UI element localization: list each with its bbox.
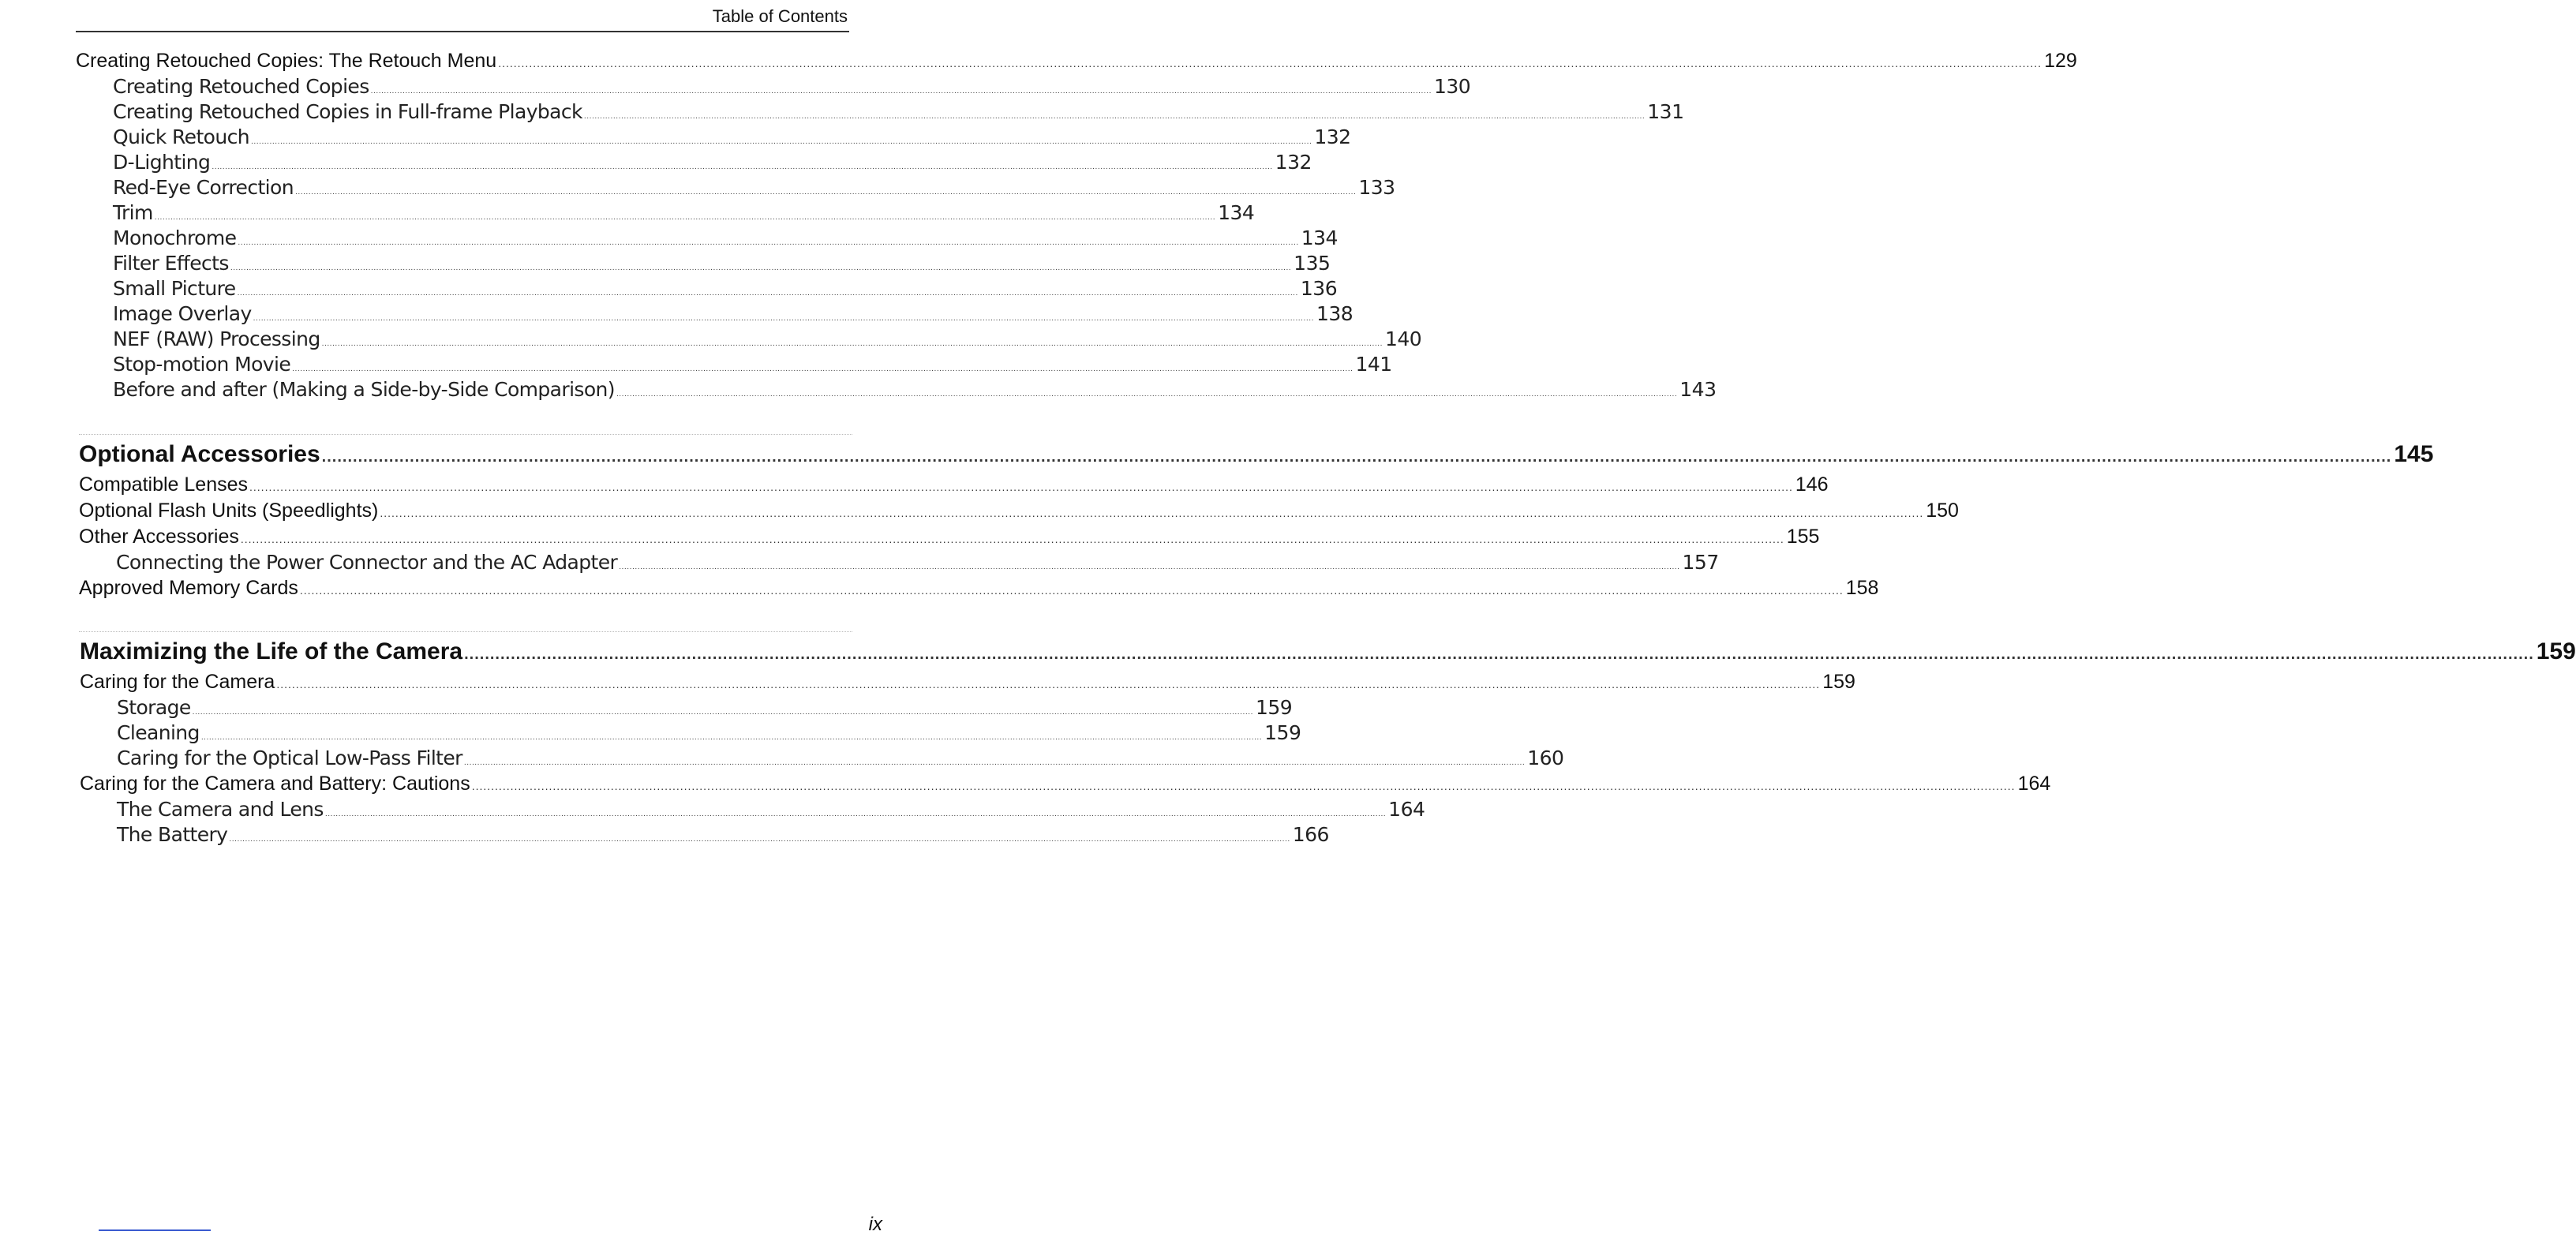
toc-entry-title: Optional Flash Units (Speedlights) (79, 500, 379, 522)
dot-leader: ................................................................................................................................................................................................................................................................................................................................................................................................................ (583, 113, 1646, 121)
dot-leader: ................................................................................................................................................................................................................................................................................................................................................................................................................ (616, 391, 1678, 399)
toc-entry-title: Cleaning (117, 721, 200, 744)
toc-entry-title: Creating Retouched Copies in Full-frame Playback (113, 100, 582, 123)
toc-subentry[interactable] (80, 695, 1293, 720)
toc-entry-page: 159 (1264, 721, 1301, 744)
toc-entry-page: 135 (1294, 252, 1331, 275)
toc-entry-title: Trim (113, 201, 153, 224)
toc-entry-title: Creating Retouched Copies (113, 75, 369, 98)
dot-leader: ................................................................................................................................................................................................................................................................................................................................................................................................................ (253, 315, 1314, 323)
dot-leader: ................................................................................................................................................................................................................................................................................................................................................................................................................ (154, 214, 1216, 222)
toc-entry-page: 157 (1682, 551, 1719, 574)
toc-entry-title: Storage (117, 696, 191, 719)
toc-entry-title: Approved Memory Cards (79, 577, 298, 599)
toc-entry-page: 131 (1647, 100, 1684, 123)
dot-leader: ................................................................................................................................................................................................................................................................................................................................................................................................................ (471, 780, 2016, 792)
toc-entry[interactable] (79, 498, 1959, 524)
toc-entry-title: Before and after (Making a Side-by-Side Comparison) (113, 378, 615, 401)
section-divider (79, 631, 852, 632)
page-number: ix (868, 1214, 882, 1235)
toc-entry-title: NEF (RAW) Processing (113, 327, 320, 350)
toc-section-retouch (76, 48, 2077, 402)
toc-entry-title: Connecting the Power Connector and the AC Adapter (116, 551, 618, 574)
dot-leader: ................................................................................................................................................................................................................................................................................................................................................................................................................ (192, 709, 1253, 717)
toc-entry-title: Quick Retouch (113, 125, 249, 148)
toc-entry-page: 134 (1218, 201, 1255, 224)
toc-entry-title: D-Lighting (113, 151, 211, 174)
dot-leader: ................................................................................................................................................................................................................................................................................................................................................................................................................ (237, 290, 1298, 298)
toc-entry-title: Caring for the Camera (80, 671, 275, 693)
toc-subentry[interactable] (79, 550, 1719, 575)
toc-entry-page: 164 (1388, 798, 1425, 821)
toc-entry-title: Other Accessories (79, 526, 239, 548)
toc-entry-page: 132 (1314, 125, 1351, 148)
toc-entry-page: 133 (1358, 176, 1395, 199)
dot-leader: ................................................................................................................................................................................................................................................................................................................................................................................................................ (212, 163, 1273, 171)
toc-entry-page: 160 (1527, 747, 1564, 769)
toc-entry-page: 155 (1786, 526, 1820, 548)
toc-entry-page: 130 (1433, 75, 1471, 98)
toc-entry-page: 138 (1316, 302, 1354, 325)
dot-leader: ................................................................................................................................................................................................................................................................................................................................................................................................................ (276, 678, 1821, 690)
dot-leader: ................................................................................................................................................................................................................................................................................................................................................................................................................ (321, 340, 1383, 348)
dot-leader: ................................................................................................................................................................................................................................................................................................................................................................................................................ (238, 239, 1299, 247)
toc-entry-title: Stop-motion Movie (113, 353, 291, 376)
dot-leader: ................................................................................................................................................................................................................................................................................................................................................................................................................ (324, 810, 1387, 818)
footer-link-rule (99, 1229, 211, 1231)
toc-chapter-heading[interactable] (79, 437, 2434, 472)
toc-entry-title: The Battery (117, 823, 228, 846)
toc-entry[interactable] (80, 771, 2051, 797)
dot-leader: ................................................................................................................................................................................................................................................................................................................................................................................................................ (464, 646, 2534, 663)
toc-entry-page: 159 (1822, 671, 1855, 693)
running-header: Table of Contents (712, 6, 848, 26)
toc-entry-title: Red-Eye Correction (113, 176, 294, 199)
toc-entry-page: 129 (2044, 50, 2077, 72)
toc-entry-title: Maximizing the Life of the Camera (80, 638, 463, 664)
toc-entry[interactable] (80, 669, 1855, 695)
dot-leader: ................................................................................................................................................................................................................................................................................................................................................................................................................ (463, 759, 1526, 767)
dot-leader: ................................................................................................................................................................................................................................................................................................................................................................................................................ (251, 138, 1312, 146)
toc-subentry[interactable] (76, 74, 1471, 99)
dot-leader: ................................................................................................................................................................................................................................................................................................................................................................................................................ (229, 836, 1290, 844)
header-rule (76, 31, 849, 32)
toc-entry-page: 159 (1255, 696, 1293, 719)
toc-entry-page: 145 (2394, 441, 2434, 467)
toc-entry-page: 159 (2536, 638, 2576, 664)
toc-entry-page: 150 (1926, 500, 1959, 522)
toc-entry-title: Caring for the Camera and Battery: Cautions (80, 773, 470, 795)
dot-leader: ................................................................................................................................................................................................................................................................................................................................................................................................................ (299, 584, 1844, 597)
dot-leader: ................................................................................................................................................................................................................................................................................................................................................................................................................ (498, 57, 2042, 69)
toc-entry-page: 146 (1795, 473, 1829, 496)
toc-entry-page: 158 (1845, 577, 1879, 599)
toc-entry[interactable] (79, 524, 1820, 550)
toc-entry-title: Filter Effects (113, 252, 229, 275)
toc-entry-page: 166 (1292, 823, 1329, 846)
dot-leader: ................................................................................................................................................................................................................................................................................................................................................................................................................ (370, 88, 1432, 95)
toc-entry-title: Small Picture (113, 277, 236, 300)
section-divider (79, 434, 852, 435)
toc-entry-title: Caring for the Optical Low-Pass Filter (117, 747, 462, 769)
toc-entry-title: The Camera and Lens (117, 798, 324, 821)
toc-entry-title: Monochrome (113, 226, 237, 249)
toc-section-optional-accessories (79, 437, 2434, 601)
dot-leader: ................................................................................................................................................................................................................................................................................................................................................................................................................ (294, 189, 1357, 196)
toc-entry[interactable] (79, 575, 1879, 601)
dot-leader: ................................................................................................................................................................................................................................................................................................................................................................................................................ (619, 563, 1680, 571)
dot-leader: ................................................................................................................................................................................................................................................................................................................................................................................................................ (321, 448, 2392, 466)
dot-leader: ................................................................................................................................................................................................................................................................................................................................................................................................................ (230, 264, 1292, 272)
toc-entry-page: 136 (1300, 277, 1338, 300)
toc-entry-title: Image Overlay (113, 302, 252, 325)
toc-entry-page: 140 (1384, 327, 1422, 350)
toc-entry-page: 141 (1355, 353, 1392, 376)
toc-subentry[interactable] (80, 797, 1425, 822)
toc-section-maximizing-life (80, 634, 2576, 848)
toc-entry[interactable] (79, 472, 1829, 498)
dot-leader: ................................................................................................................................................................................................................................................................................................................................................................................................................ (200, 734, 1263, 742)
toc-entry-title: Compatible Lenses (79, 473, 249, 496)
toc-chapter-heading[interactable] (80, 634, 2576, 669)
dot-leader: ................................................................................................................................................................................................................................................................................................................................................................................................................ (380, 507, 1924, 519)
dot-leader: ................................................................................................................................................................................................................................................................................................................................................................................................................ (249, 481, 1793, 493)
toc-entry-page: 132 (1275, 151, 1312, 174)
toc-entry-title: Optional Accessories (79, 441, 320, 467)
toc-entry-title: Creating Retouched Copies: The Retouch Menu (76, 50, 497, 72)
dot-leader: ................................................................................................................................................................................................................................................................................................................................................................................................................ (292, 365, 1354, 373)
dot-leader: ................................................................................................................................................................................................................................................................................................................................................................................................................ (240, 533, 1784, 545)
toc-entry-page: 164 (2017, 773, 2051, 795)
toc-entry-page: 143 (1679, 378, 1717, 401)
toc-entry-page: 134 (1301, 226, 1338, 249)
toc-entry[interactable] (76, 48, 2077, 74)
